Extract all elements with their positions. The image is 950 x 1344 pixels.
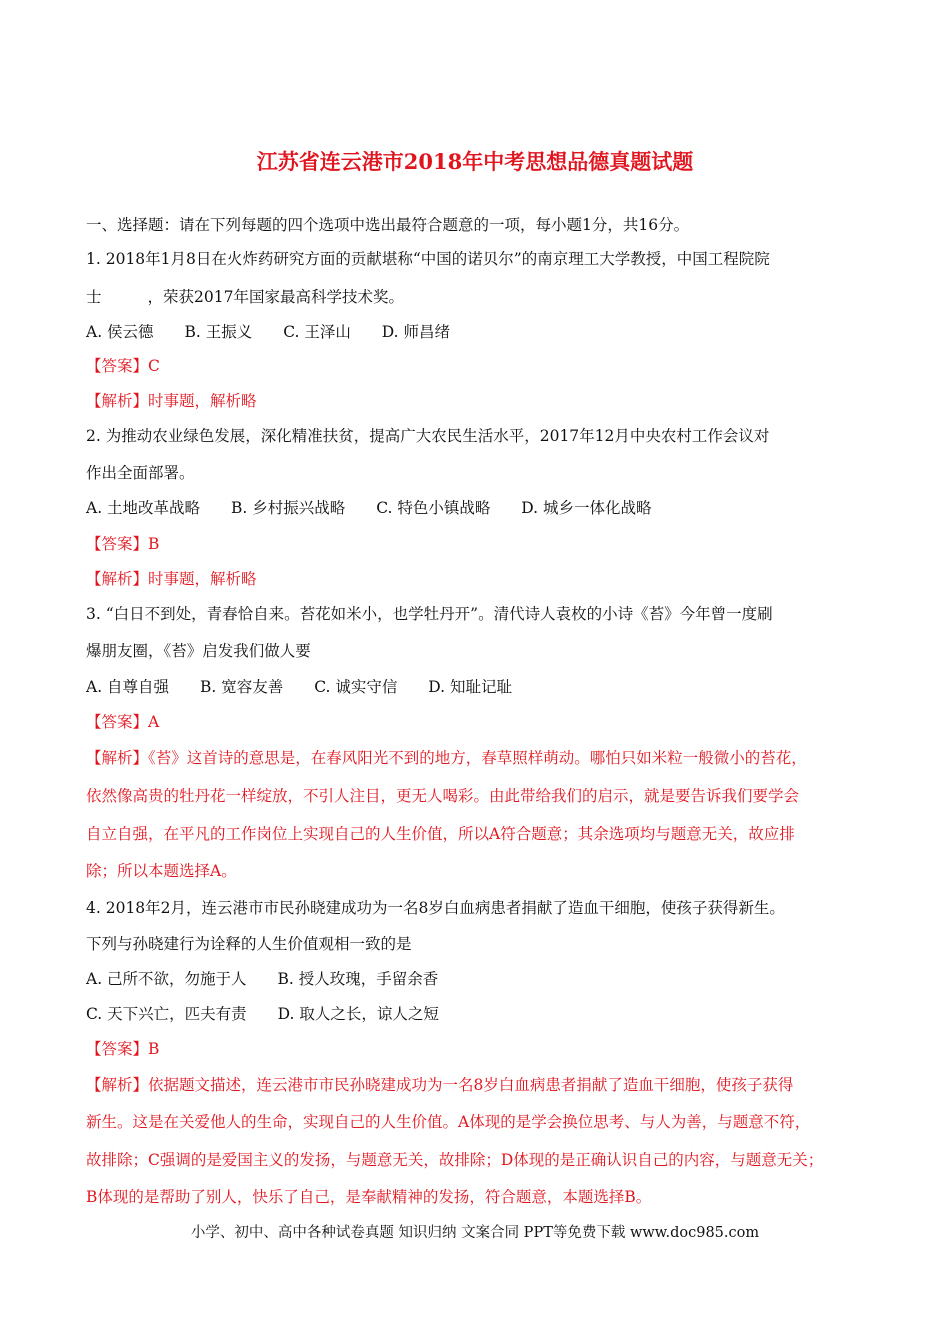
question-4-text: 4. 2018年2月，连云港市市民孙晓建成功为一名8岁白血病患者捐献了造血干细胞，使孩子获得新生。 bbox=[86, 899, 785, 917]
question-3-text: 3. “白日不到处，青春恰自来。苔花如米小，也学牡丹开”。清代诗人袁枚的小诗《苔》今年曾一度刷 bbox=[86, 605, 773, 623]
question-2-options bbox=[86, 498, 652, 518]
option-c: C. 天下兴亡，匹夫有责 bbox=[86, 1005, 247, 1023]
question-1-answer: 【答案】C bbox=[86, 357, 160, 375]
question-2-text: 2. 为推动农业绿色发展，深化精准扶贫，提高广大农民生活水平，2017年12月中央农村工作会议对 bbox=[86, 427, 770, 445]
question-4-analysis-line-3: 故排除；C强调的是爱国主义的发扬，与题意无关，故排除；D体现的是正确认识自己的内容，与题意无关； bbox=[86, 1151, 824, 1169]
option-c: C. 王泽山 bbox=[283, 323, 351, 341]
option-d: D. 知耻记耻 bbox=[428, 678, 513, 696]
option-b: B. 乡村振兴战略 bbox=[231, 499, 346, 517]
option-d: D. 城乡一体化战略 bbox=[521, 499, 652, 517]
option-a: A. 自尊自强 bbox=[86, 678, 170, 696]
question-1-text-part: 士 bbox=[86, 288, 102, 306]
option-c: C. 特色小镇战略 bbox=[376, 499, 491, 517]
question-3-text-cont: 爆朋友圈，《苔》启发我们做人要 bbox=[86, 642, 311, 660]
question-1-options bbox=[86, 322, 450, 342]
question-2-analysis: 【解析】时事题，解析略 bbox=[86, 570, 257, 588]
question-4-answer: 【答案】B bbox=[86, 1040, 160, 1058]
question-1-text-cont bbox=[86, 287, 404, 307]
question-3-answer: 【答案】A bbox=[86, 713, 160, 731]
question-4-analysis-line-1: 【解析】依据题文描述，连云港市市民孙晓建成功为一名8岁白血病患者捐献了造血干细胞，使孩子获得 bbox=[86, 1076, 794, 1094]
question-2-text-cont: 作出全面部署。 bbox=[86, 464, 195, 482]
section-instructions: 一、选择题：请在下列每题的四个选项中选出最符合题意的一项，每小题1分，共16分。 bbox=[86, 216, 690, 234]
question-4-options-row-2 bbox=[86, 1004, 439, 1024]
question-4-text-cont: 下列与孙晓建行为诠释的人生价值观相一致的是 bbox=[86, 935, 412, 953]
option-b: B. 王振义 bbox=[184, 323, 253, 341]
question-3-analysis-line-1: 【解析】《苔》这首诗的意思是，在春风阳光不到的地方，春草照样萌动。哪怕只如米粒一般微小的苔花， bbox=[86, 749, 807, 767]
option-d: D. 师昌绪 bbox=[381, 323, 451, 341]
question-4-options-row-1 bbox=[86, 969, 438, 989]
question-4-analysis-line-4: B体现的是帮助了别人，快乐了自己，是奉献精神的发扬，符合题意，本题选择B。 bbox=[86, 1188, 652, 1206]
question-3-analysis-line-3: 自立自强，在平凡的工作岗位上实现自己的人生价值，所以A符合题意；其余选项均与题意无关，故应排 bbox=[86, 825, 795, 843]
question-3-analysis-line-4: 除；所以本题选择A。 bbox=[86, 862, 237, 880]
option-a: A. 己所不欲，勿施于人 bbox=[86, 970, 247, 988]
option-a: A. 土地改革战略 bbox=[86, 499, 201, 517]
question-4-analysis-line-2: 新生。这是在关爱他人的生命，实现自己的人生价值。A体现的是学会换位思考、与人为善，与题意不符， bbox=[86, 1113, 811, 1131]
question-1-text-part: ，荣获2017年国家最高科学技术奖。 bbox=[147, 288, 404, 306]
option-a: A. 侯云德 bbox=[86, 323, 154, 341]
question-2-answer: 【答案】B bbox=[86, 535, 160, 553]
question-1-analysis: 【解析】时事题，解析略 bbox=[86, 392, 257, 410]
option-d: D. 取人之长，谅人之短 bbox=[277, 1005, 439, 1023]
page-title: 江苏省连云港市2018年中考思想品德真题试题 bbox=[256, 149, 694, 174]
question-3-analysis-line-2: 依然像高贵的牡丹花一样绽放，不引人注目，更无人喝彩。由此带给我们的启示，就是要告诉我们要学会 bbox=[86, 787, 800, 805]
option-b: B. 授人玫瑰，手留余香 bbox=[277, 970, 439, 988]
question-1-text: 1. 2018年1月8日在火炸药研究方面的贡献堪称“中国的诺贝尔”的南京理工大学教授，中国工程院院 bbox=[86, 250, 770, 268]
question-3-options bbox=[86, 677, 512, 697]
option-b: B. 宽容友善 bbox=[200, 678, 284, 696]
option-c: C. 诚实守信 bbox=[314, 678, 398, 696]
page-footer: 小学、初中、高中各种试卷真题 知识归纳 文案合同 PPT等免费下载 www.doc985.com bbox=[190, 1225, 760, 1241]
